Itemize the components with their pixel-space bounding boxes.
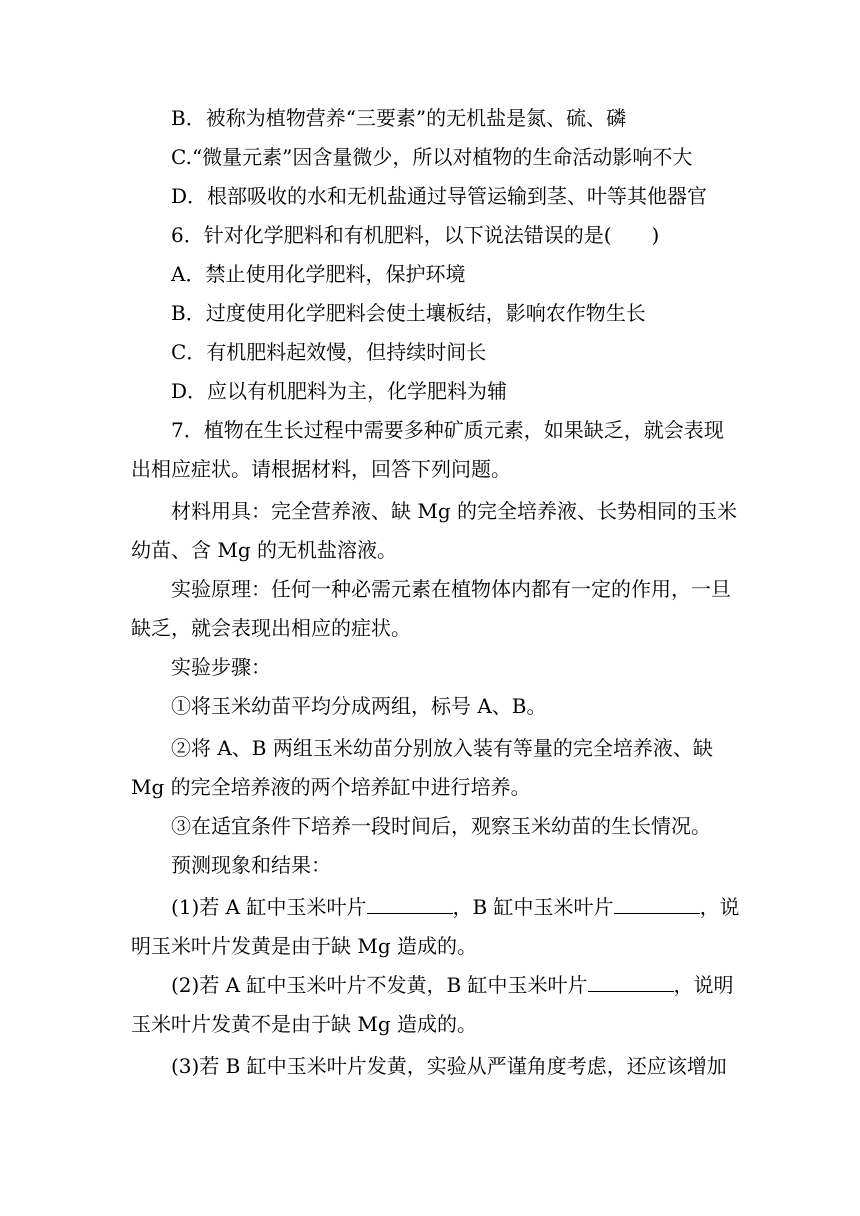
- q5-option-c: C.“微量元素”因含量微少，所以对植物的生命活动影响不大: [171, 145, 693, 169]
- q7-principle-line1: 实验原理：任何一种必需元素在植物体内都有一定的作用，一旦: [171, 577, 731, 601]
- q7-prediction-1-line1: [171, 893, 740, 921]
- answer-blank-1[interactable]: [367, 893, 453, 914]
- q7-principle-line2: 缺乏，就会表现出相应的症状。: [131, 616, 411, 640]
- prediction-2-text-b: ，说明: [673, 973, 734, 997]
- q7-step-2-line2: Mg 的完全培养液的两个培养缸中进行培养。: [131, 775, 531, 799]
- prediction-2-text-a: (2)若 A 缸中玉米叶片不发黄，B 缸中玉米叶片: [171, 973, 588, 997]
- q7-step-2-line1: ②将 A、B 两组玉米幼苗分别放入装有等量的完全培养液、缺: [171, 736, 713, 760]
- q7-prediction-2-line2: 玉米叶片发黄不是由于缺 Mg 造成的。: [131, 1012, 477, 1036]
- prediction-1-text-a: (1)若 A 缸中玉米叶片: [171, 895, 367, 919]
- q5-option-d: D．根部吸收的水和无机盐通过导管运输到茎、叶等其他器官: [171, 184, 708, 208]
- q7-materials-line2: 幼苗、含 Mg 的无机盐溶液。: [131, 538, 397, 562]
- q7-stem-line1: 7．植物在生长过程中需要多种矿质元素，如果缺乏，就会表现: [171, 418, 724, 442]
- q6-option-a: A．禁止使用化学肥料，保护环境: [171, 262, 466, 286]
- q7-step-1: ①将玉米幼苗平均分成两组，标号 A、B。: [171, 694, 547, 718]
- q7-stem-line2: 出相应症状。请根据材料，回答下列问题。: [131, 457, 511, 481]
- q7-step-3: ③在适宜条件下培养一段时间后，观察玉米幼苗的生长情况。: [171, 814, 711, 838]
- q7-prediction-1-line2: 明玉米叶片发黄是由于缺 Mg 造成的。: [131, 934, 477, 958]
- answer-blank-3[interactable]: [588, 971, 674, 992]
- q7-predict-title: 预测现象和结果：: [171, 853, 331, 877]
- prediction-1-text-b: ，B 缸中玉米叶片: [452, 895, 614, 919]
- prediction-1-text-c: ，说: [699, 895, 740, 919]
- q7-prediction-3-line1: (3)若 B 缸中玉米叶片发黄，实验从严谨角度考虑，还应该增加: [171, 1054, 727, 1078]
- q7-materials-line1: 材料用具：完全营养液、缺 Mg 的完全培养液、长势相同的玉米: [171, 499, 737, 523]
- q6-option-d: D．应以有机肥料为主，化学肥料为辅: [171, 379, 508, 403]
- q6-option-b: B．过度使用化学肥料会使土壤板结，影响农作物生长: [171, 301, 646, 325]
- q5-option-b: B．被称为植物营养“三要素”的无机盐是氮、硫、磷: [171, 106, 627, 130]
- q7-prediction-2-line1: [171, 971, 734, 999]
- q7-steps-title: 实验步骤：: [171, 655, 271, 679]
- q6-option-c: C．有机肥料起效慢，但持续时间长: [171, 340, 487, 364]
- q6-stem: 6．针对化学肥料和有机肥料，以下说法错误的是( ): [171, 223, 660, 247]
- answer-blank-2[interactable]: [614, 893, 700, 914]
